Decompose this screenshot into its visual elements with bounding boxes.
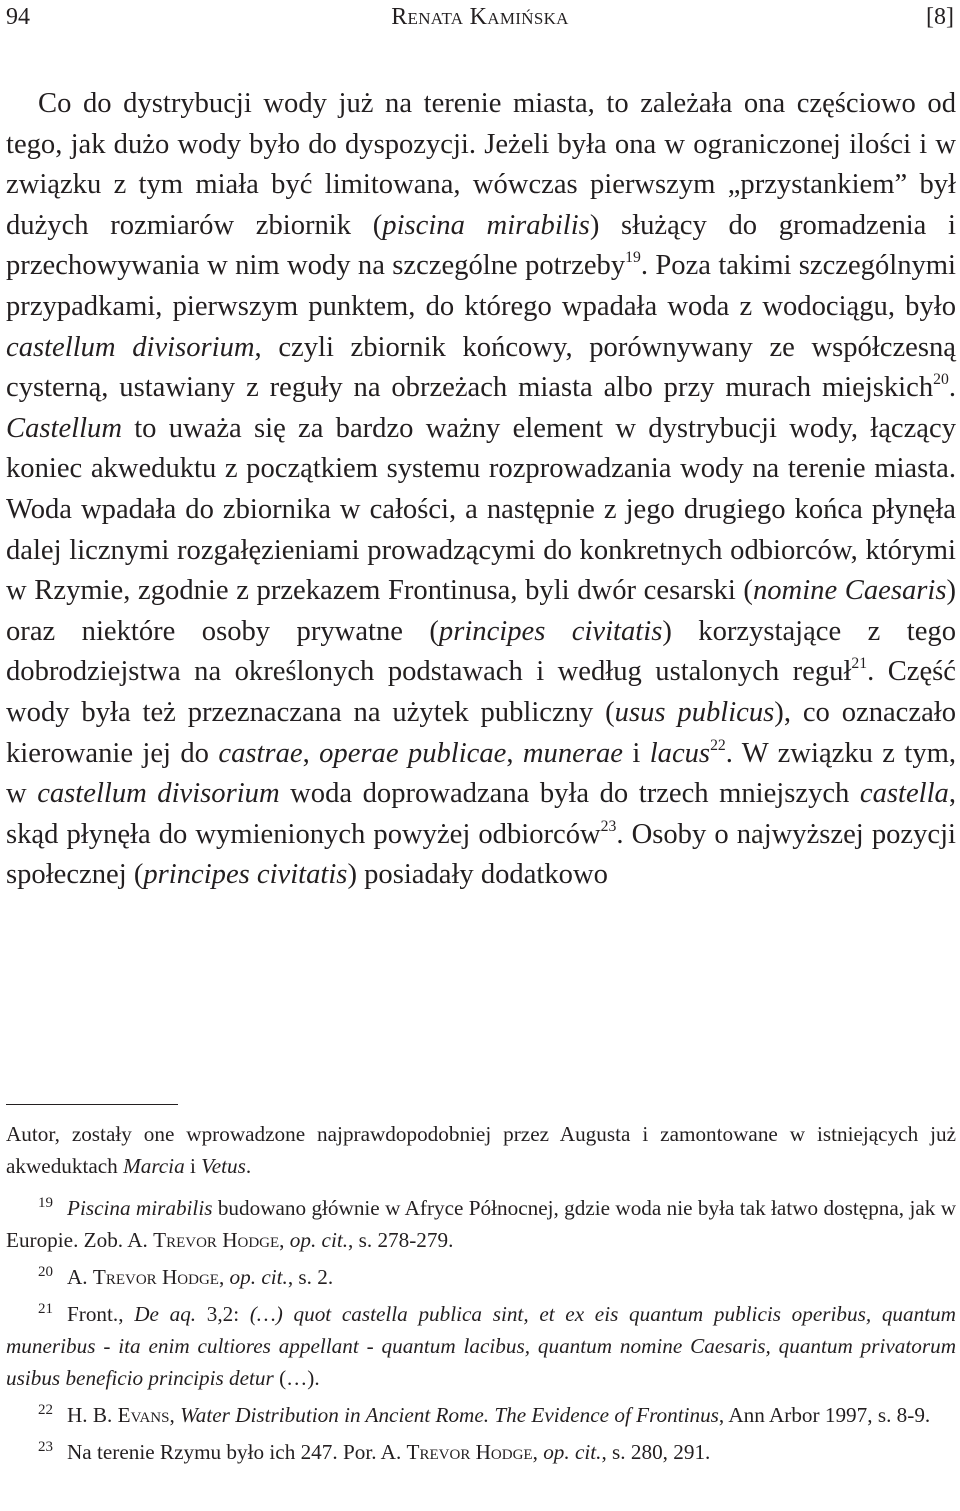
footnote-20: 20 A. Trevor Hodge, op. cit., s. 2. [38, 1263, 334, 1289]
footnote-ref-19[interactable]: 19 [625, 249, 641, 267]
footnotes [6, 1118, 956, 1473]
footnote-21: 21 Front., De aq. 3,2: (…) quot castella publica sint, et ex eis quantum publicis operibus, quantum muneribus - ita enim cultiores appellant - quantum lacibus, quantum nomine Caesaris, quantum privatorum usibus beneficio principis detur (…). [6, 1300, 956, 1390]
footnote-continuation: Autor, zostały one wprowadzone najprawdopodobniej przez Augusta i zamontowane w istniejących już akweduktach Marcia i Vetus. [6, 1122, 956, 1178]
footnote-ref-22[interactable]: 22 [710, 736, 726, 754]
footnote-ref-20[interactable]: 20 [933, 371, 949, 389]
footnote-ref-23[interactable]: 23 [600, 817, 617, 835]
footnote-ref-21[interactable]: 21 [851, 655, 868, 673]
section-marker: [8] [926, 4, 954, 30]
footnote-separator [6, 1104, 178, 1105]
body-paragraph: Co do dystrybucji wody już na terenie miasta, to zależała ona częściowo od tego, jak dużo wody było do dyspozycji. Jeżeli była ona w ograniczonej ilości i w związku z tym miała być limitowana, wówczas pierwszym „przystankiem” był dużych rozmiarów zbiornik (piscina mirabilis) służący do gromadzenia i przechowywania w nim wody na szczególne potrzeby$^{19}$. Poza takimi szczególnymi przypadkami, pierwszym punktem, do którego wpadała woda z wodociągu, było castellum divisorium, czyli zbiornik końcowy, porównywany ze współczesną cysterną, ustawiany z reguły na obrzeżach miasta albo przy murach miejskich$^{20}$. Castellum to uważa się za bardzo ważny element w dystrybucji wody, łączący koniec akweduktu z początkiem systemu rozprowadzania wody na terenie miasta. Woda wpadała do zbiornika w całości, a następnie z jego drugiego końca płynęła dalej licznymi rozgałęzieniami prowadzącymi do konkretnych odbiorców, którymi w Rzymie, zgodnie z przekazem Frontinusa, byli dwór cesarski (nomine Caesaris) oraz niektóre osoby prywatne (principes civitatis) korzystające z tego dobrodziejstwa na określonych podstawach i według ustalonych reguł$^{21}$. Część wody była też przeznaczana na użytek publiczny (usus publicus), co oznaczało kierowanie jej do castrae, operae publicae, munerae i lacus$^{22}$. W związku z tym, w castellum divisorium woda doprowadzana była do trzech mniejszych castella, skąd płynęła do wymienionych powyżej odbiorców$^{23}$. Osoby o najwyższej pozycji społecznej (principes civitatis) posiadały dodatkowo [6, 88, 957, 891]
main-text [6, 84, 956, 896]
running-title: Renata Kamińska [391, 4, 569, 30]
running-header [0, 0, 960, 34]
footnote-22: 22 H. B. Evans, Water Distribution in Ancient Rome. The Evidence of Frontinus, Ann Arbor 1997, s. 8-9. [38, 1401, 931, 1427]
page-number: 94 [6, 4, 30, 30]
footnote-19: 19 Piscina mirabilis budowano głównie w Afryce Północnej, gdzie woda nie była tak łatwo dostępna, jak w Europie. Zob. A. Trevor Hodge, op. cit., s. 278-279. [6, 1194, 956, 1252]
footnote-23: 23 Na terenie Rzymu było ich 247. Por. A. Trevor Hodge, op. cit., s. 280, 291. [38, 1438, 711, 1464]
